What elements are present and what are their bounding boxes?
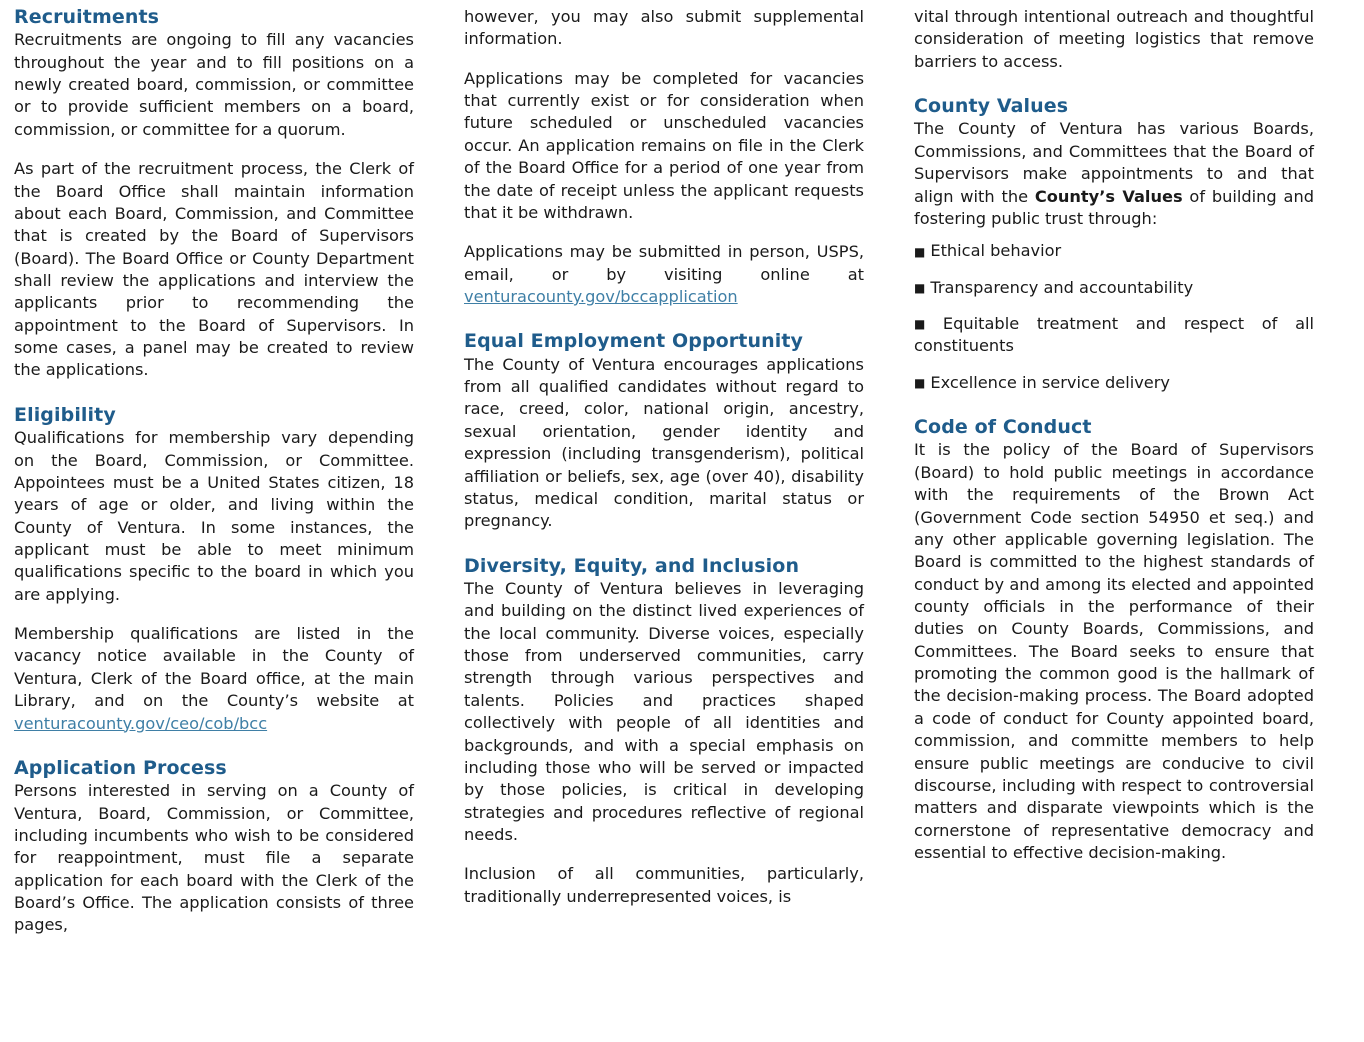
- county-values-intro-after: of building and fostering public trust through:: [914, 186, 1314, 228]
- bullet-square-icon: ■: [914, 317, 938, 332]
- section-heading-code-of-conduct: Code of Conduct: [914, 416, 1092, 439]
- paragraph-dei-continued: vital through intentional outreach and thoughtful consideration of meeting logistics that remove barriers to access.: [914, 7, 1314, 71]
- column-two: [464, 6, 864, 908]
- county-values-intro-before: The County of Ventura has various Boards, Commissions, and Committees that the Board of Supervisors make appointments to and that align with the: [914, 119, 1314, 206]
- list-item-label: Equitable treatment and respect of all constituents: [914, 314, 1314, 356]
- county-values-list: [914, 240, 1314, 394]
- list-item: [914, 277, 1314, 299]
- section-heading-recruitments: Recruitments: [14, 6, 160, 28]
- paragraph-eligibility-2: [14, 623, 414, 735]
- paragraph-application-process-1: Persons interested in serving on a County of Ventura, Board, Commission, or Committee, including incumbents who wish to be considered for reappointment, must file a separate application for each board with the Clerk of the Board’s Office. The application consists of three pages,: [14, 781, 414, 935]
- bullet-square-icon: ■: [914, 244, 926, 259]
- paragraph-county-values-intro: [914, 118, 1314, 230]
- county-values-bold-phrase: County’s Values: [1034, 186, 1183, 206]
- paragraph-dei-1: The County of Ventura believes in leveraging and building on the distinct lived experiences of the local community. Diverse voices, especially those from underserved communities, carry strength through various perspectives and talents. Policies and practices shaped collectively with people of all identities and backgrounds, and with a special emphasis on including those who will be served or impacted by those policies, is critical in developing strategies and procedures reflective of regional needs.: [464, 579, 864, 844]
- paragraph-code-of-conduct-1: It is the policy of the Board of Supervisors (Board) to hold public meetings in accordance with the requirements of the Brown Act (Government Code section 54950 et seq.) and any other applicable governing legislation. The Board is committed to the highest standards of conduct by and among its elected and appointed county officials in the performance of their duties on County Boards, Commissions, and Committees. The Board seeks to ensure that promoting the common good is the hallmark of the decision-making process. The Board adopted a code of conduct for County appointed board, commission, and committe members to help ensure public meetings are conducive to civil discourse, including with respect to controversial matters and disparate viewpoints which is the cornerstone of representative democracy and essential to effective decision-making.: [914, 440, 1314, 862]
- paragraph-recruitments-2: As part of the recruitment process, the Clerk of the Board Office shall maintain information about each Board, Commission, and Committee that is created by the Board of Supervisors (Board). The Board Office or County Department shall review the applications and interview the applicants prior to recommending the appointment to the Board of Supervisors. In some cases, a panel may be created to review the applications.: [14, 159, 414, 380]
- section-heading-county-values: County Values: [914, 95, 1069, 118]
- column-three: [914, 6, 1314, 864]
- list-item-label: Ethical behavior: [930, 241, 1062, 261]
- list-item-label: Excellence in service delivery: [930, 372, 1170, 392]
- paragraph-eligibility-2-text: Membership qualifications are listed in the vacancy notice available in the County of Ventura, Clerk of the Board office, at the main Library, and on the County’s website at: [14, 624, 414, 711]
- section-heading-eligibility: Eligibility: [14, 403, 116, 426]
- bullet-square-icon: ■: [914, 375, 926, 390]
- list-item: [914, 313, 1314, 358]
- column-one: [14, 6, 414, 937]
- paragraph-application-vacancies: Applications may be completed for vacancies that currently exist or for consideration when future scheduled or unscheduled vacancies occur. An application remains on file in the Clerk of the Board Office for a period of one year from the date of receipt unless the applicant requests that it be withdrawn.: [464, 68, 864, 222]
- link-bcc-application[interactable]: venturacounty.gov/bccapplication: [464, 286, 738, 306]
- list-item-label: Transparency and accountability: [930, 277, 1194, 297]
- paragraph-recruitments-1: Recruitments are ongoing to fill any vacancies throughout the year and to fill positions on a newly created board, commission, or committee or to provide sufficient members on a board, commission, or committee for a quorum.: [14, 30, 414, 139]
- section-heading-equal-employment-opportunity: Equal Employment Opportunity: [464, 330, 803, 353]
- section-heading-diversity-equity-inclusion: Diversity, Equity, and Inclusion: [464, 554, 800, 577]
- section-heading-application-process: Application Process: [14, 756, 227, 779]
- link-cob-bcc[interactable]: venturacounty.gov/ceo/cob/bcc: [14, 713, 268, 733]
- paragraph-eligibility-1: Qualifications for membership vary depending on the Board, Commission, or Committee. Appointees must be a United States citizen, 18 years of age or older, and living within the County of Ventura. In some instances, the applicant must be able to meet minimum qualifications specific to the board in which you are applying.: [14, 428, 414, 604]
- paragraph-eeo-1: The County of Ventura encourages applications from all qualified candidates without regard to race, creed, color, national origin, ancestry, sexual orientation, gender identity and expression (including transgenderism), political affiliation or beliefs, sex, age (over 40), disability status, medical condition, marital status or pregnancy.: [464, 354, 864, 531]
- list-item: [914, 372, 1314, 394]
- bullet-square-icon: ■: [914, 280, 926, 295]
- paragraph-dei-2: Inclusion of all communities, particularly, traditionally underrepresented voices, is: [464, 864, 864, 906]
- paragraph-application-submit: [464, 241, 864, 308]
- paragraph-application-continued: however, you may also submit supplemental information.: [464, 7, 864, 49]
- paragraph-application-submit-text: Applications may be submitted in person, USPS, email, or by visiting online at: [464, 242, 864, 284]
- list-item: [914, 240, 1314, 262]
